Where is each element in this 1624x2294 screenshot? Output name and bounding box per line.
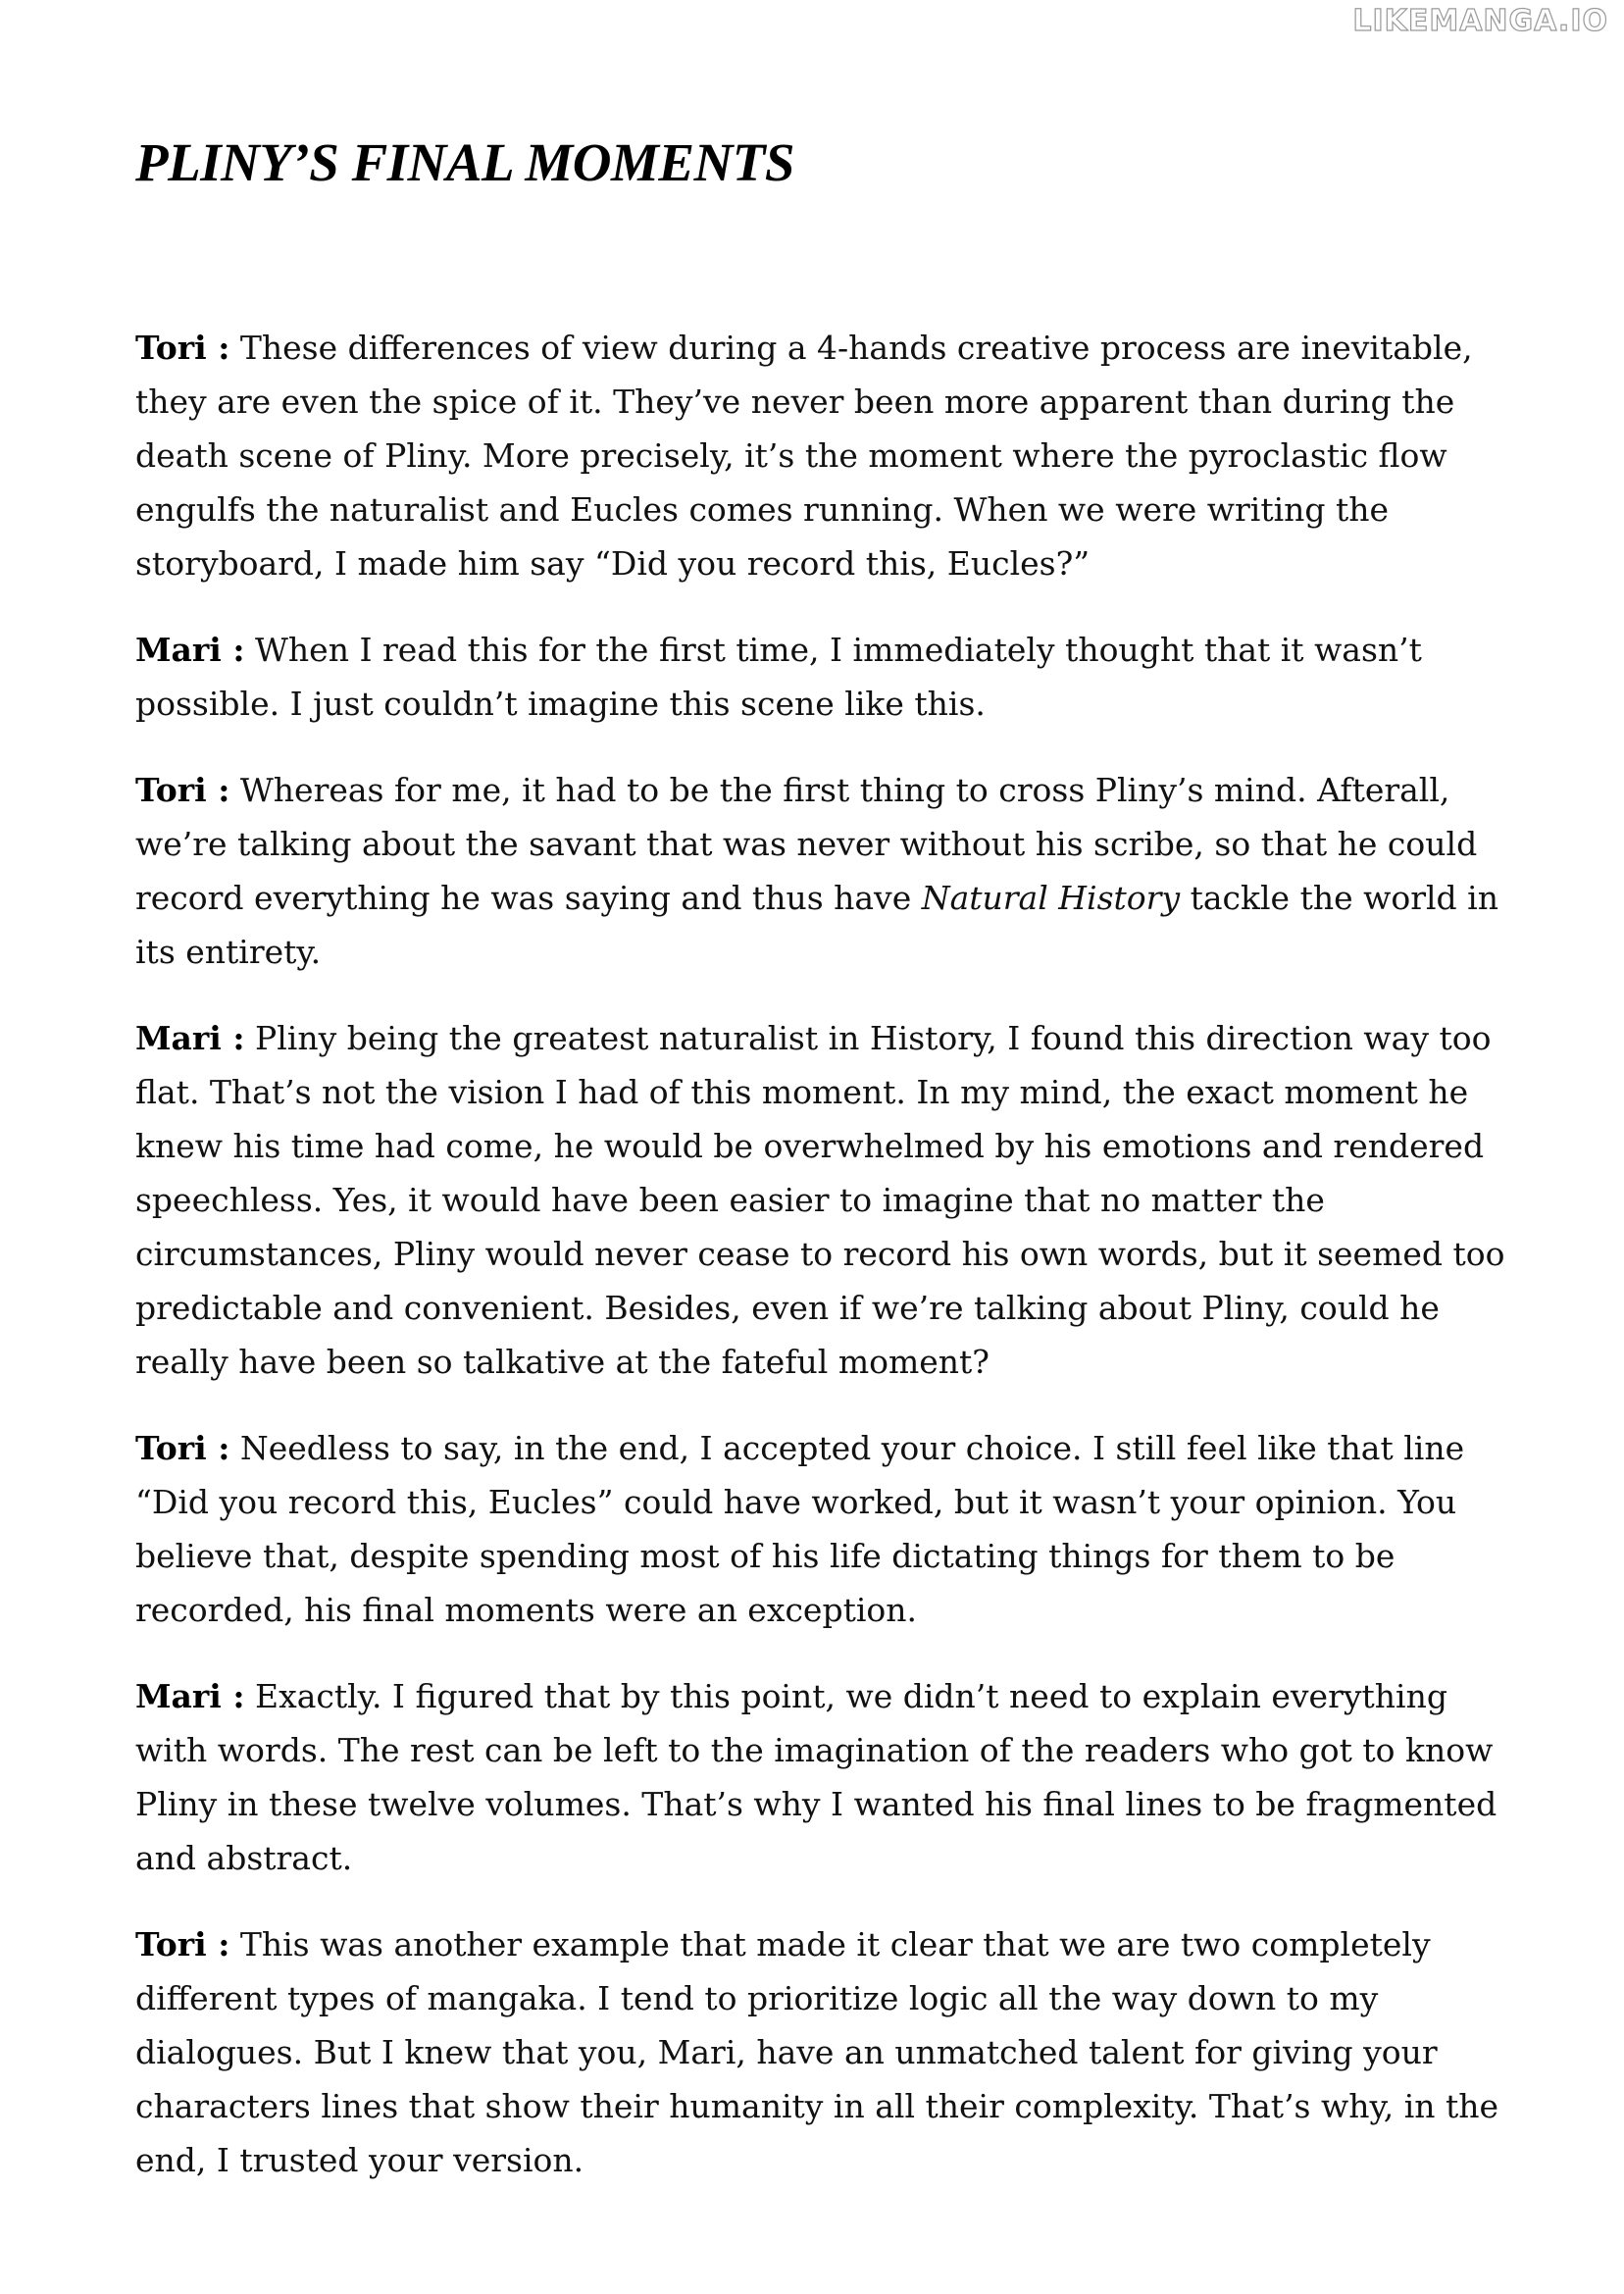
speaker-label: Mari : [135,631,245,669]
paragraph-text: Needless to say, in the end, I accepted your choice. I still feel like that line “Did you record this, Eucles” could have worked, but it wasn’t your opinion. You believe that, despite spending most of his life dictating things for them to be recorded, his final moments were an exception. [135,1429,1465,1629]
page-title: PLINY’S FINAL MOMENTS [135,132,794,192]
paragraph-text-after: tackle the world in its entirety. [135,879,1498,971]
paragraph-text: This was another example that made it clear that we are two completely different types of mangaka. I tend to prioritize logic all the way down to my dialogues. But I knew that you, Mari, have an unmatched talent for giving your characters lines that show their humanity in all their complexity. That’s why, in the end, I trusted your version. [135,1925,1499,2179]
interview-body [135,321,1508,2219]
paragraph-mari-1 [135,623,1508,731]
paragraph-text: Whereas for me, it had to be the first thing to cross Pliny’s mind. Afterall, we’re talking about the savant that was never without his scribe, so that he could record everything he was saying and thus have [135,771,1478,917]
paragraph-tori-1 [135,321,1508,590]
paragraph-text: These differences of view during a 4-hands creative process are inevitable, they are even the spice of it. They’ve never been more apparent than during the death scene of Pliny. More precisely, it’s the moment where the pyroclastic flow engulfs the naturalist and Eucles comes running. When we were writing the storyboard, I made him say “Did you record this, Eucles?” [135,329,1473,583]
speaker-label: Tori : [135,1429,230,1467]
paragraph-tori-3 [135,1421,1508,1637]
paragraph-text: Pliny being the greatest naturalist in History, I found this direction way too flat. That’s not the vision I had of this moment. In my mind, the exact moment he knew his time had come, he would be overwhelmed by his emotions and rendered speechless. Yes, it would have been easier to imagine that no matter the circumstances, Pliny would never cease to record his own words, but it seemed too predictable and convenient. Besides, even if we’re talking about Pliny, could he really have been so talkative at the fateful moment? [135,1019,1505,1381]
site-watermark: LIKEMANGA.IO [1352,4,1608,38]
speaker-label: Mari : [135,1019,245,1057]
speaker-label: Tori : [135,329,230,367]
paragraph-mari-2 [135,1011,1508,1389]
paragraph-text: When I read this for the first time, I immediately thought that it wasn’t possible. I just couldn’t imagine this scene like this. [135,631,1422,723]
speaker-label: Tori : [135,771,230,809]
speaker-label: Mari : [135,1677,245,1715]
paragraph-tori-4 [135,1917,1508,2187]
paragraph-text: Exactly. I figured that by this point, we didn’t need to explain everything with words. The rest can be left to the imagination of the readers who got to know Pliny in these twelve volumes. That’s why I wanted his final lines to be fragmented and abstract. [135,1677,1497,1877]
paragraph-tori-2 [135,763,1508,979]
book-title-italic: Natural History [921,879,1181,917]
speaker-label: Tori : [135,1925,230,1963]
paragraph-mari-3 [135,1669,1508,1885]
